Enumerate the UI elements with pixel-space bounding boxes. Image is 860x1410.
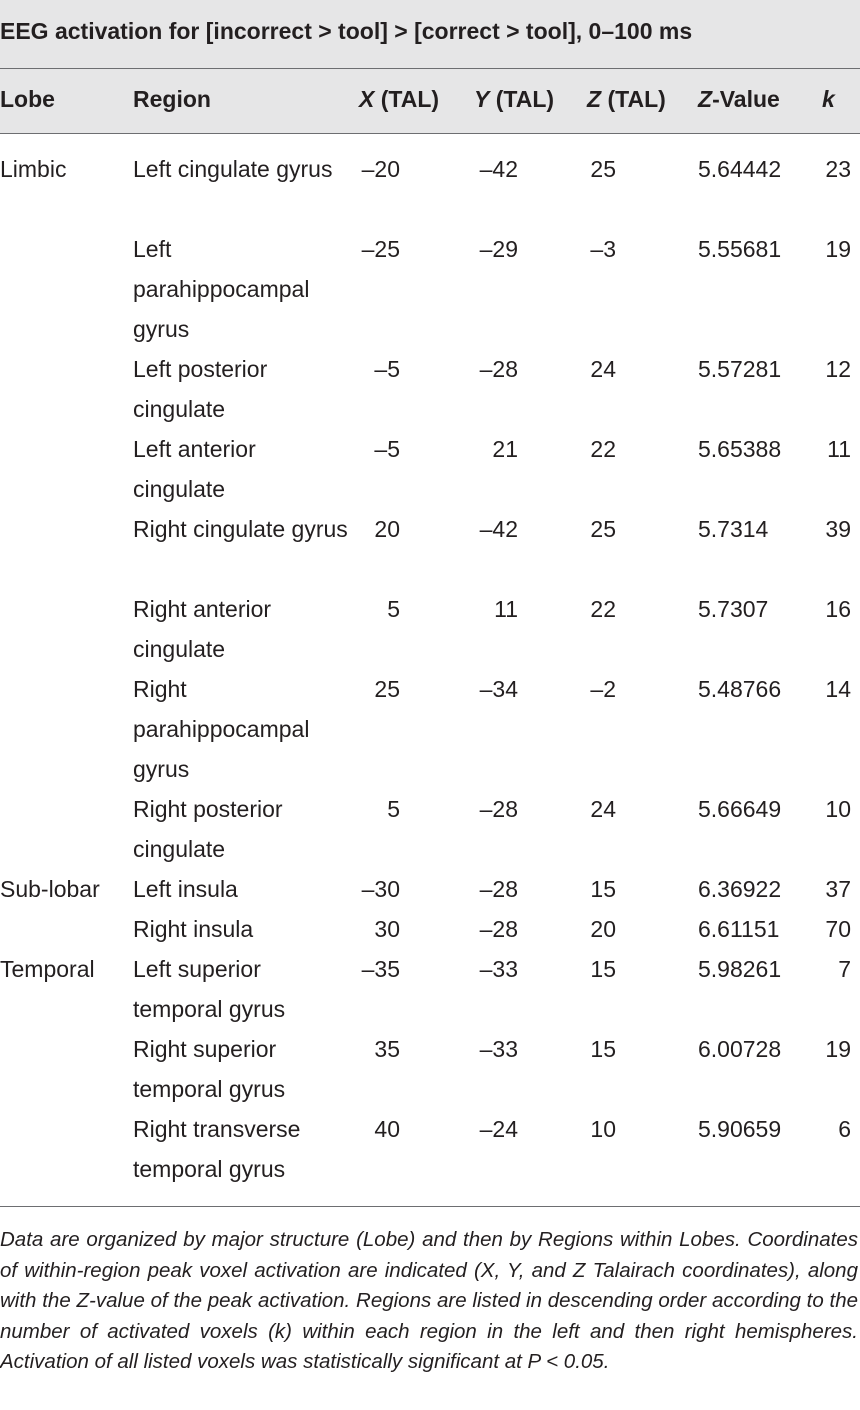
cell-y: –24 — [479, 1116, 518, 1142]
cell-x: –35 — [361, 956, 400, 982]
cell-region: Right superior temporal gyrus — [133, 1036, 286, 1102]
cell-y: –42 — [479, 516, 518, 542]
cell-y: –33 — [479, 1036, 518, 1062]
cell-y: –28 — [479, 356, 518, 382]
cell-y: 21 — [492, 436, 518, 462]
cell-k: 19 — [825, 236, 851, 262]
cell-k: 19 — [825, 1036, 851, 1062]
cell-x: 5 — [387, 596, 400, 622]
cell-x: 25 — [374, 676, 400, 702]
cell-k: 37 — [825, 876, 851, 902]
cell-k: 10 — [825, 796, 851, 822]
cell-y: –33 — [479, 956, 518, 982]
cell-z: –2 — [590, 676, 616, 702]
cell-region: Right transverse temporal gyrus — [133, 1116, 301, 1182]
cell-region: Left posterior cingulate — [133, 356, 268, 422]
cell-lobe: Temporal — [0, 956, 95, 982]
cell-lobe: Sub-lobar — [0, 876, 100, 902]
cell-zvalue: 5.64442 — [698, 156, 782, 182]
cell-x: –20 — [361, 156, 400, 182]
cell-x: 20 — [374, 516, 400, 542]
cell-x: 30 — [374, 916, 400, 942]
cell-k: 14 — [825, 676, 851, 702]
cell-x: –5 — [374, 436, 400, 462]
cell-z: –3 — [590, 236, 616, 262]
cell-region: Right cingulate gyrus — [133, 516, 348, 542]
col-header-z: Z (TAL) — [587, 86, 666, 112]
cell-x: –30 — [361, 876, 400, 902]
table-title: EEG activation for [incorrect > tool] > [correct > tool], 0–100 ms — [0, 18, 693, 44]
cell-z: 25 — [590, 516, 616, 542]
cell-y: –28 — [479, 876, 518, 902]
cell-x: –5 — [374, 356, 400, 382]
cell-z: 24 — [590, 796, 616, 822]
cell-y: –34 — [479, 676, 518, 702]
cell-region: Right anterior cingulate — [133, 596, 272, 662]
cell-k: 23 — [825, 156, 851, 182]
cell-x: 5 — [387, 796, 400, 822]
cell-z: 10 — [590, 1116, 616, 1142]
cell-region: Right parahippocampal gyrus — [133, 676, 310, 782]
cell-y: –42 — [479, 156, 518, 182]
cell-k: 6 — [838, 1116, 851, 1142]
cell-zvalue: 5.98261 — [698, 956, 782, 982]
cell-y: 11 — [494, 596, 518, 622]
cell-region: Left anterior cingulate — [133, 436, 256, 502]
cell-zvalue: 5.90659 — [698, 1116, 782, 1142]
cell-k: 39 — [825, 516, 851, 542]
col-header-lobe: Lobe — [0, 86, 55, 112]
cell-region: Left superior temporal gyrus — [133, 956, 286, 1022]
cell-z: 20 — [590, 916, 616, 942]
cell-x: 35 — [374, 1036, 400, 1062]
cell-zvalue: 6.00728 — [698, 1036, 782, 1062]
col-header-x: X (TAL) — [359, 86, 440, 112]
cell-region: Left cingulate gyrus — [133, 156, 333, 182]
cell-zvalue: 5.57281 — [698, 356, 782, 382]
cell-y: –28 — [479, 916, 518, 942]
cell-zvalue: 6.61151 — [698, 916, 780, 942]
cell-k: 16 — [825, 596, 851, 622]
col-header-y: Y (TAL) — [474, 86, 555, 112]
cell-z: 15 — [590, 876, 616, 902]
cell-k: 70 — [825, 916, 851, 942]
cell-zvalue: 5.66649 — [698, 796, 782, 822]
cell-zvalue: 5.7314 — [698, 516, 769, 542]
cell-k: 12 — [825, 356, 851, 382]
cell-lobe: Limbic — [0, 156, 67, 182]
col-header-zvalue: Z-Value — [698, 86, 780, 112]
cell-x: –25 — [361, 236, 400, 262]
cell-zvalue: 5.48766 — [698, 676, 782, 702]
col-header-region: Region — [133, 86, 211, 112]
cell-k: 11 — [827, 436, 851, 462]
cell-zvalue: 5.7307 — [698, 596, 769, 622]
rule-bottom — [0, 1206, 860, 1207]
cell-k: 7 — [838, 956, 851, 982]
cell-y: –29 — [479, 236, 518, 262]
cell-y: –28 — [479, 796, 518, 822]
cell-zvalue: 5.55681 — [698, 236, 782, 262]
cell-z: 25 — [590, 156, 616, 182]
col-header-k: k — [822, 86, 835, 112]
rule-header — [0, 133, 860, 134]
cell-z: 22 — [590, 436, 616, 462]
cell-x: 40 — [374, 1116, 400, 1142]
cell-region: Right insula — [133, 916, 254, 942]
cell-region: Right posterior cingulate — [133, 796, 283, 862]
cell-z: 24 — [590, 356, 616, 382]
cell-region: Left parahippocampal gyrus — [133, 236, 310, 342]
cell-z: 15 — [590, 1036, 616, 1062]
cell-z: 22 — [590, 596, 616, 622]
cell-region: Left insula — [133, 876, 238, 902]
cell-z: 15 — [590, 956, 616, 982]
table-footnote: Data are organized by major structure (Lobe) and then by Regions within Lobes. Coordinates of within-region peak voxel activation are indicated (X, Y, and Z Talairach coordinates), along with the Z-value of the peak activation. Regions are listed in descending order according to the number of activated voxels (k) within each region in the left and then right hemispheres. Activation of all listed voxels was statistically significant at P < 0.05. — [0, 1228, 858, 1373]
cell-zvalue: 6.36922 — [698, 876, 782, 902]
cell-zvalue: 5.65388 — [698, 436, 782, 462]
